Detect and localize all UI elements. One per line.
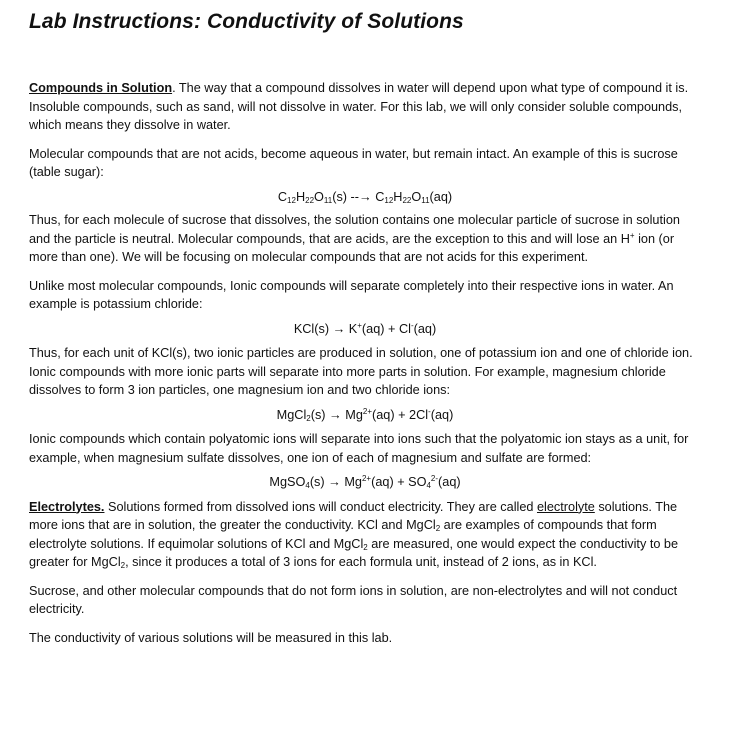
paragraph-text: Thus, for each molecule of sucrose that dissolves, the solution contains one molecular particle of sucrose in solution and the particle is neutral. Molecular compounds, that are acids, are the exception to this and will lose an H bbox=[29, 213, 680, 246]
equation-kcl bbox=[29, 320, 701, 339]
eq-superscript: + bbox=[357, 320, 362, 330]
eq-text: O bbox=[411, 189, 422, 204]
eq-subscript: 11 bbox=[421, 195, 430, 205]
eq-text: (aq) bbox=[429, 189, 453, 204]
subscript: 2 bbox=[120, 561, 126, 570]
paragraph-sucrose-explanation bbox=[29, 211, 701, 267]
eq-text: H bbox=[295, 189, 306, 204]
eq-text: H bbox=[393, 189, 403, 204]
eq-text: (aq) bbox=[438, 475, 461, 489]
eq-subscript: 12 bbox=[384, 195, 394, 205]
paragraph-text: solutions. The more ions that are in solution, the greater the conductivity. KCl and MgCl bbox=[29, 499, 678, 532]
paragraph-text: are examples of compounds that form electrolyte solutions. If equimolar solutions of KCl and MgCl bbox=[29, 518, 657, 551]
paragraph-molecular: Molecular compounds that are not acids, become aqueous in water, but remain intact. An example of this is sucrose (table sugar): bbox=[29, 146, 678, 179]
paragraph-non-electrolytes: Sucrose, and other molecular compounds that do not form ions in solution, are non-electrolytes and will not conduct electricity. bbox=[29, 583, 678, 616]
eq-text: C bbox=[277, 189, 288, 204]
section-heading-electrolytes: Electrolytes. bbox=[29, 499, 105, 514]
eq-text: (aq) + 2Cl bbox=[372, 407, 429, 422]
subscript: 2 bbox=[363, 542, 368, 552]
equation-sucrose bbox=[29, 188, 701, 207]
eq-subscript: 11 bbox=[323, 195, 333, 205]
eq-subscript: 22 bbox=[402, 195, 412, 205]
eq-text: (s) → Mg bbox=[310, 407, 363, 422]
superscript: + bbox=[629, 230, 635, 240]
paragraph-electrolytes bbox=[29, 498, 701, 572]
eq-text: MgSO bbox=[269, 475, 306, 489]
paragraph-compounds-in-solution bbox=[29, 79, 701, 135]
equation-mgcl2 bbox=[29, 406, 701, 425]
eq-text: (aq) bbox=[413, 321, 437, 336]
eq-superscript: - bbox=[410, 320, 414, 330]
eq-text: MgCl bbox=[276, 407, 307, 422]
eq-text: (s) --→ C bbox=[332, 189, 385, 204]
subscript: 2 bbox=[435, 524, 441, 533]
eq-subscript: 12 bbox=[287, 195, 296, 205]
paragraph-text: Solutions formed from dissolved ions will conduct electricity. They are called bbox=[104, 499, 537, 514]
eq-superscript: - bbox=[428, 406, 431, 416]
eq-text: O bbox=[314, 189, 324, 204]
eq-text: (aq) + SO bbox=[371, 475, 427, 489]
eq-text: (s) → Mg bbox=[309, 475, 362, 489]
paragraph-text: are measured, one would expect the conductivity to be greater for MgCl bbox=[29, 536, 679, 569]
title-bold: Lab Instructions: bbox=[29, 10, 202, 33]
title-rest: Conductivity of Solutions bbox=[201, 10, 464, 33]
lab-instructions bbox=[29, 8, 701, 647]
equation-mgso4 bbox=[29, 473, 701, 492]
paragraph-ionic: Unlike most molecular compounds, Ionic compounds will separate completely into their respective ions in water. An example is potassium chloride: bbox=[29, 278, 674, 311]
eq-superscript: 2- bbox=[430, 474, 439, 483]
term-electrolyte: electrolyte bbox=[536, 499, 595, 514]
eq-text: (aq) bbox=[430, 407, 454, 422]
paragraph-polyatomic: Ionic compounds which contain polyatomic ions will separate into ions such that the polyatomic ion stays as a unit, for example, when magnesium sulfate dissolves, one ion of each of magnesium and sulfate are formed: bbox=[29, 432, 689, 465]
paragraph-text: ion (or more than one). We will be focusing on molecular compounds that are not acids for this experiment. bbox=[29, 231, 675, 264]
paragraph-conclusion: The conductivity of various solutions will be measured in this lab. bbox=[29, 630, 393, 645]
eq-text: KCl(s) → K bbox=[293, 321, 358, 336]
eq-subscript: 2 bbox=[306, 413, 311, 423]
paragraph-kcl-explanation: Thus, for each unit of KCl(s), two ionic particles are produced in solution, one of potassium ion and one of chloride ion. Ionic compounds with more ionic parts will separate into more parts in solution. For example, magnesium chloride dissolves to form 3 ion particles, one magnesium ion and two chloride ions: bbox=[29, 346, 693, 397]
eq-superscript: 2+ bbox=[362, 406, 373, 416]
eq-text: (aq) + Cl bbox=[361, 321, 411, 336]
section-heading-compounds: Compounds in Solution bbox=[29, 81, 173, 95]
eq-superscript: 2+ bbox=[361, 474, 372, 483]
eq-subscript: 4 bbox=[426, 481, 431, 490]
page-title bbox=[29, 8, 701, 36]
paragraph-text: , since it produces a total of 3 ions for each formula unit, instead of 2 ions, as in KCl. bbox=[125, 555, 597, 569]
paragraph-text: . The way that a compound dissolves in water will depend upon what type of compound it is. Insoluble compounds, such as sand, will not dissolve in water. For this lab, we will only consider soluble compounds, which means they dissolve in water. bbox=[29, 81, 689, 132]
eq-subscript: 4 bbox=[305, 481, 310, 490]
eq-subscript: 22 bbox=[305, 195, 315, 205]
